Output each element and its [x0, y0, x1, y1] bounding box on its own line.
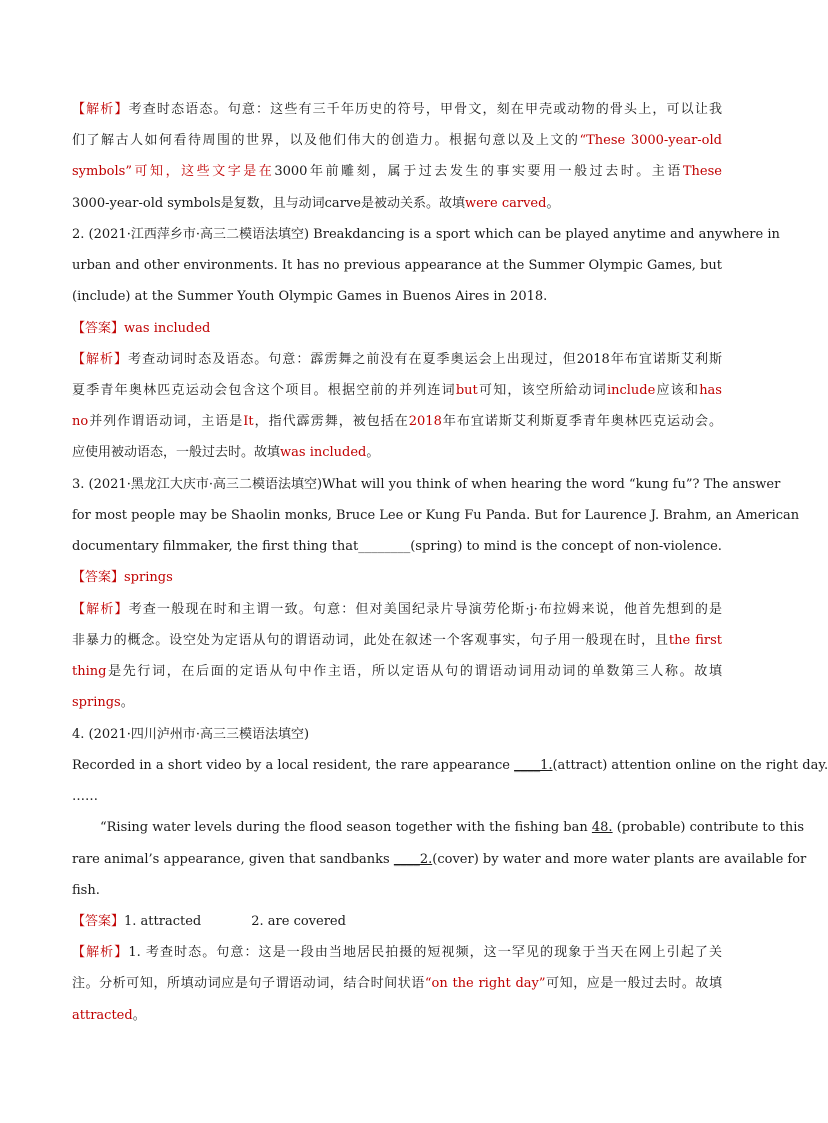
q4-question-line-4: fish. — [72, 883, 100, 898]
q3-question-line-3: documentary filmmaker, the first thing that________(spring) to mind is the concept of non-violence. — [72, 539, 722, 554]
q3-question-line-1: 3. (2021·黑龙江大庆市·高三二模语法填空)What will you think of when hearing the word “kung fu”? The answer — [72, 477, 781, 492]
q4-question-line-3: rare animal’s appearance, given that sandbanks ____2.(cover) by water and more water plants are available for — [72, 852, 807, 867]
q3-analysis-line-1: 【解析】考查一般现在时和主谓一致。句意：但对美国纪录片导演劳伦斯·j·布拉姆来说，他首先想到的是 — [72, 602, 722, 617]
q1-analysis-line-4: 3000-year-old symbols是复数，且与动词carve是被动关系。故填were carved。 — [72, 196, 560, 211]
q2-answer: 【答案】was included — [72, 321, 211, 336]
q4-question-line-1: Recorded in a short video by a local resident, the rare appearance ____1.(attract) attention online on the right day. — [72, 758, 828, 773]
q3-answer: 【答案】springs — [72, 570, 173, 585]
q4-analysis-line-3: attracted。 — [72, 1008, 146, 1023]
q2-question-line-2: urban and other environments. It has no previous appearance at the Summer Olympic Games, but — [72, 258, 722, 273]
q4-blank-2: ____2. — [393, 852, 433, 867]
q2-question-line-1: 2. (2021·江西萍乡市·高三二模语法填空) Breakdancing is a sport which can be played anytime and anywhere in — [72, 227, 780, 242]
q2-question-line-3: (include) at the Summer Youth Olympic Games in Buenos Aires in 2018. — [72, 289, 548, 304]
analysis-tag: 【解析】 — [72, 102, 129, 117]
q2-source: 2. (2021·江西萍乡市·高三二模语法填空) — [72, 227, 310, 242]
q4-analysis-line-1: 【解析】1. 考查时态。句意：这是一段由当地居民拍摄的短视频，这一罕见的现象于当天在网上引起了关 — [72, 945, 722, 960]
q3-source: 3. (2021·黑龙江大庆市·高三二模语法填空) — [72, 477, 323, 492]
q3-blank: ________ — [358, 539, 411, 554]
q2-analysis-line-1: 【解析】考查动词时态及语态。句意：霹雳舞之前没有在夏季奥运会上出现过，但2018年布宜诺斯艾利斯 — [72, 352, 722, 367]
q2-analysis-line-4: 应使用被动语态，一般过去时。故填was included。 — [72, 445, 380, 460]
q4-analysis-line-2: 注。分析可知，所填动词应是句子谓语动词，结合时间状语“on the right day”可知，应是一般过去时。故填 — [72, 976, 722, 991]
q1-analysis-line-1: 【解析】考查时态语态。句意：这些有三千年历史的符号，甲骨文，刻在甲壳或动物的骨头上，可以让我 — [72, 102, 722, 117]
q1-analysis-line-2: 们了解古人如何看待周围的世界，以及他们伟大的创造力。根据句意以及上文的“These 3000-year-old — [72, 133, 722, 148]
q3-question-line-2: for most people may be Shaolin monks, Bruce Lee or Kung Fu Panda. But for Laurence J. Brahm, an American — [72, 508, 800, 523]
q4-blank-48: 48. — [591, 820, 613, 835]
q3-analysis-line-2: 非暴力的概念。设空处为定语从句的谓语动词，此处在叙述一个客观事实，句子用一般现在时，且the first — [72, 633, 722, 648]
q3-analysis-line-4: springs。 — [72, 695, 134, 710]
q4-blank-1: ____1. — [514, 758, 553, 773]
q1-analysis-line-3: symbols”可知，这些文字是在3000年前雕刻，属于过去发生的事实要用一般过去时。主语These — [72, 164, 722, 179]
q4-source: 4. (2021·四川泸州市·高三三模语法填空) — [72, 727, 310, 742]
q3-analysis-line-3: thing是先行词，在后面的定语从句中作主语，所以定语从句的谓语动词用动词的单数第三人称。故填 — [72, 664, 722, 679]
q2-analysis-line-2: 夏季青年奥林匹克运动会包含这个项目。根据空前的并列连词but可知，该空所給动词include应该和has — [72, 383, 722, 398]
q4-answer: 【答案】1. attracted 2. are covered — [72, 914, 346, 929]
q2-analysis-line-3: no并列作谓语动词，主语是It，指代霹雳舞，被包括在2018年布宜诺斯艾利斯夏季青年奥林匹克运动会。 — [72, 414, 722, 429]
q4-ellipsis: …… — [72, 789, 98, 804]
q4-question-line-2: “Rising water levels during the flood season together with the fishing ban 48. (probable) contribute to this — [100, 820, 805, 835]
